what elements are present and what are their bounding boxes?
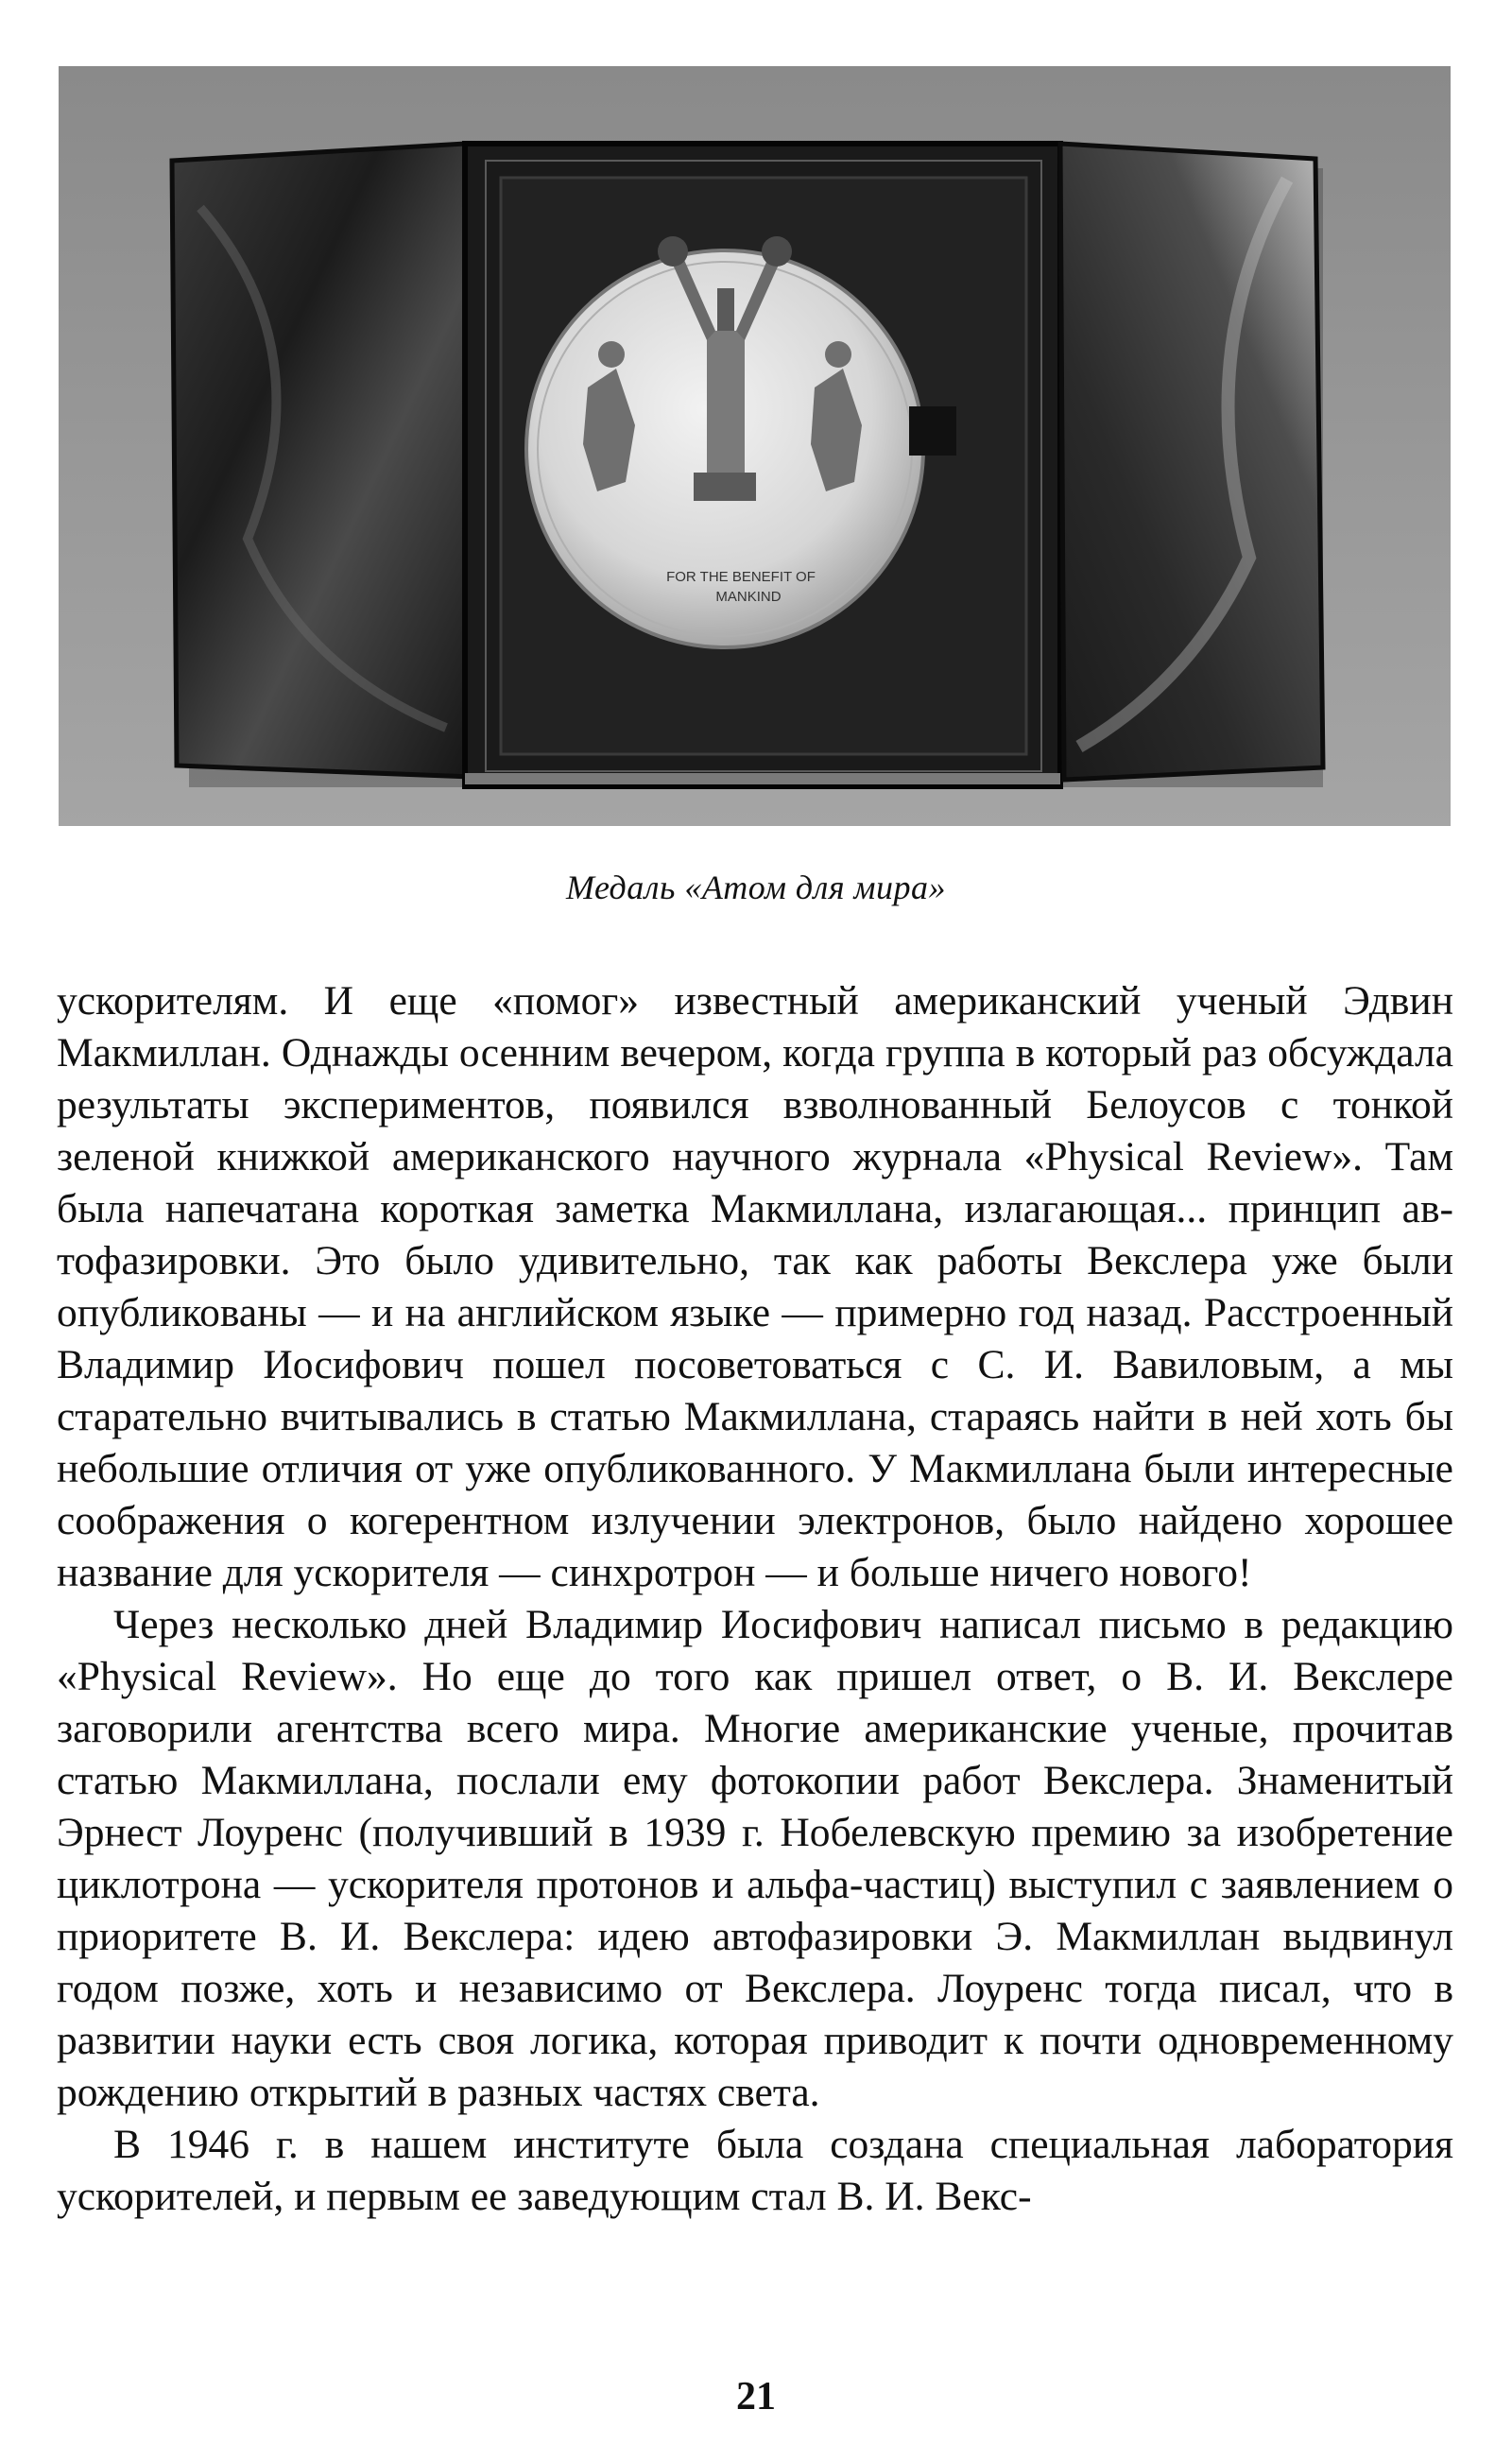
paragraph-1: ускорителям. И еще «помог» известный американский ученый Эдвин Макмиллан. Однажды осенним вечером, когда группа в который раз обсуждала результаты экспериментов, появился взволнованный Белоусов с тонкой зеленой книжкой американского научного журнала «Physical Review». Там была напечатана короткая заметка Макмиллана, излагающая... принцип автофазировки. Это было удивительно, так как работы Векслера уже были опубликованы — и на английском языке — примерно год назад. Расстроенный Владимир Иосифович пошел посоветоваться с С. И. Вавиловым, а мы старательно вчитывались в статью Макмиллана, стараясь найти в ней хоть бы небольшие отличия от уже опубликованного. У Макмиллана были интересные соображения о когерентном излучении электронов, было найдено хорошее название для ускорителя — синхротрон — и больше ничего нового! — [57, 978, 1453, 1595]
medal-inscription: FOR THE BENEFIT OF — [666, 569, 816, 585]
figure-caption: Медаль «Атом для мира» — [565, 869, 947, 906]
page-number: 21 — [736, 2375, 776, 2418]
medal-inscription-2: MANKIND — [715, 589, 782, 605]
medal-photo — [59, 66, 1451, 826]
medal-case-illustration — [59, 66, 1451, 826]
paragraph-3: В 1946 г. в нашем институте была создана специальная лаборатория ускорителей, и первым ее заведующим стал В. И. Векс- — [57, 2122, 1453, 2219]
body-text — [57, 975, 1453, 2223]
paragraph-2: Через несколько дней Владимир Иосифович написал письмо в редакцию «Physical Review». Но еще до того как пришел ответ, о В. И. Векслере заговорили агентства всего мира. Многие американские ученые, прочитав статью Макмиллана, послали ему фотокопии работ Векслера. Знаменитый Эрнест Лоуренс (получивший в 1939 г. Нобелевскую премию за изобретение циклотрона — ускорителя протонов и альфа-частиц) выступил с заявлением о приоритете В. И. Векслера: идею автофазировки Э. Макмиллан выдвинул годом позже, хоть и независимо от Векслера. Лоуренс тогда писал, что в развитии науки есть своя логика, которая приводит к почти одновременному рождению открытий в разных частях света. — [57, 1602, 1453, 2115]
